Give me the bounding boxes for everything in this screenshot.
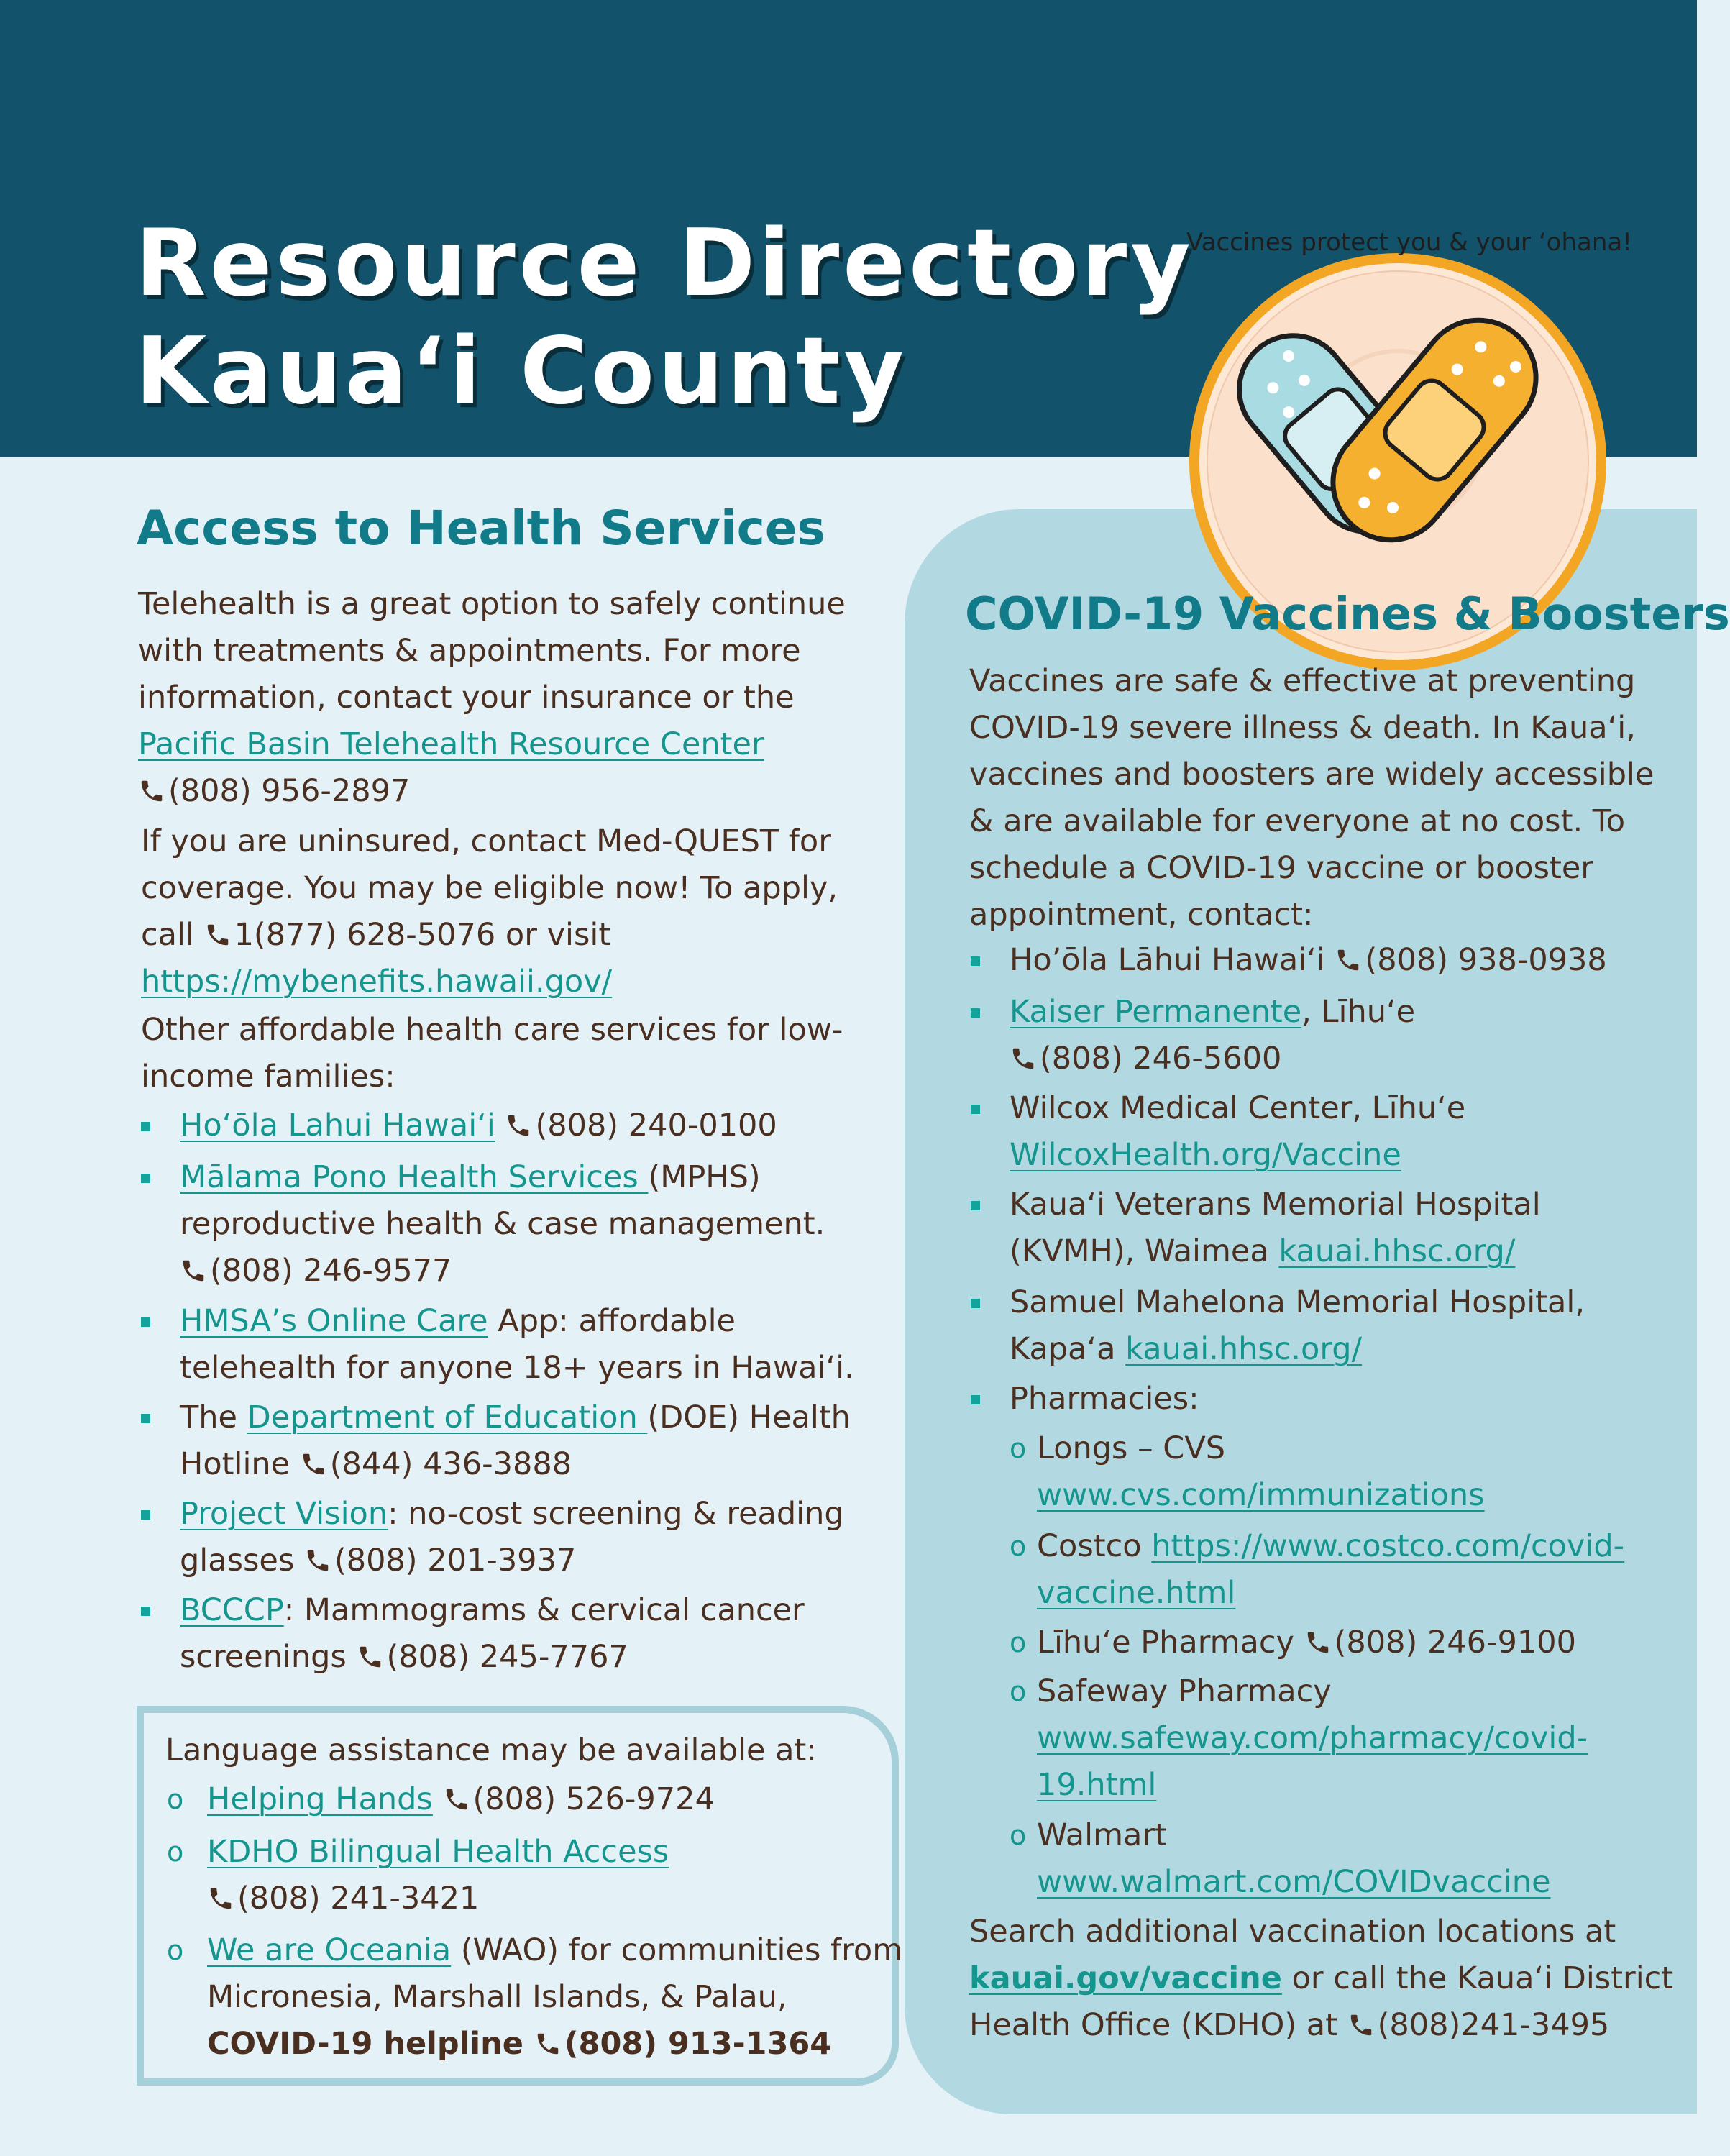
list-item	[180, 1394, 851, 1488]
pharmacy-item	[1037, 1812, 1551, 1906]
covid-intro	[969, 658, 1654, 938]
pharmacy-name: Longs – CVS	[1037, 1430, 1226, 1466]
list-item	[180, 1102, 777, 1149]
hoola-lahui-link[interactable]: Ho‘ōla Lahui Hawai‘i	[180, 1107, 495, 1143]
pharmacy-item	[1037, 1620, 1576, 1666]
kdho-bilingual-link[interactable]: KDHO Bilingual Health Access	[207, 1834, 669, 1870]
phone-number: (808) 245-7767	[386, 1639, 628, 1675]
list-item-text: Wilcox Medical Center, Līhu‘e	[1010, 1090, 1466, 1126]
phone-icon	[1347, 2011, 1375, 2039]
phone-number: (808) 240-0100	[535, 1107, 777, 1143]
list-item	[207, 1927, 902, 2068]
uninsured-line: coverage. You may be eligible now! To apply,	[141, 870, 838, 906]
phone-icon	[534, 2030, 562, 2057]
bullet-square	[141, 1510, 150, 1520]
phone-icon	[1010, 1045, 1037, 1072]
project-vision-link[interactable]: Project Vision	[180, 1496, 388, 1532]
bullet-circle: o	[167, 1935, 184, 1966]
pharmacy-name: Walmart	[1037, 1817, 1167, 1853]
telehealth-paragraph	[138, 581, 846, 815]
bullet-square	[971, 1008, 980, 1018]
other-services-paragraph	[141, 1007, 843, 1100]
bcccp-link[interactable]: BCCCP	[180, 1592, 284, 1628]
footer-line: or call the Kaua‘i District	[1281, 1960, 1674, 1996]
language-heading-text: Language assistance may be available at:	[165, 1732, 817, 1768]
phone-number: (808) 913-1364	[564, 2026, 832, 2062]
costco-link[interactable]: https://www.costco.com/covid-	[1151, 1528, 1625, 1564]
phone-number: (808)241-3495	[1377, 2007, 1610, 2043]
bullet-circle: o	[1010, 1530, 1027, 1562]
covid-intro-line: schedule a COVID-19 vaccine or booster	[969, 850, 1593, 886]
bullet-square	[141, 1174, 150, 1183]
list-item	[207, 1829, 669, 1922]
bullet-square	[971, 1105, 980, 1114]
list-item-text: , Līhu‘e	[1301, 994, 1416, 1030]
list-item-text: Kapa‘a	[1010, 1331, 1126, 1367]
phone-icon	[1304, 1629, 1332, 1656]
wilcox-health-link[interactable]: WilcoxHealth.org/Vaccine	[1010, 1137, 1401, 1173]
phone-number: (808) 241-3421	[237, 1881, 480, 1917]
title-line-2: Kaua‘i County	[135, 318, 907, 425]
list-item-text: Ho’ōla Lāhui Hawai‘i	[1010, 942, 1335, 978]
bullet-circle: o	[167, 1783, 184, 1815]
cvs-link[interactable]: www.cvs.com/immunizations	[1037, 1477, 1485, 1513]
list-item-text: screenings	[180, 1639, 357, 1675]
phone-icon	[443, 1786, 470, 1813]
list-item	[180, 1154, 825, 1294]
bullet-square	[141, 1607, 150, 1616]
page-title	[135, 210, 1194, 426]
covid-intro-line: appointment, contact:	[969, 897, 1314, 933]
other-line: income families:	[141, 1059, 395, 1095]
pharmacy-name: Līhu‘e Pharmacy	[1037, 1625, 1304, 1661]
phone-number: 1(877) 628-5076	[234, 917, 496, 953]
title-line-1: Resource Directory	[135, 210, 1194, 317]
pharmacies-label: Pharmacies:	[1010, 1381, 1199, 1417]
list-item	[180, 1298, 854, 1392]
department-of-education-link[interactable]: Department of Education	[247, 1399, 648, 1435]
phone-number: (808) 938-0938	[1365, 942, 1607, 978]
bullet-square	[971, 1299, 980, 1308]
list-item-text: (DOE) Health	[647, 1399, 851, 1435]
list-item-text: : Mammograms & cervical cancer	[283, 1592, 805, 1628]
covid-heading: COVID-19 Vaccines & Boosters	[965, 588, 1730, 640]
helping-hands-link[interactable]: Helping Hands	[207, 1781, 433, 1817]
phone-icon	[204, 921, 232, 949]
list-item-text: telehealth for anyone 18+ years in Hawai‘i.	[180, 1350, 854, 1386]
list-item-text: Micronesia, Marshall Islands, & Palau,	[207, 1979, 787, 2015]
uninsured-line: call	[141, 917, 204, 953]
safeway-link[interactable]: 19.html	[1037, 1767, 1157, 1803]
bullet-circle: o	[1010, 1819, 1027, 1851]
covid-intro-line: Vaccines are safe & effective at preventing	[969, 663, 1636, 699]
pacific-basin-link[interactable]: Pacific Basin Telehealth Resource Center	[138, 726, 764, 762]
footer-line: Search additional vaccination locations at	[969, 1914, 1616, 1950]
we-are-oceania-link[interactable]: We are Oceania	[207, 1932, 452, 1968]
list-item	[180, 1587, 805, 1681]
list-item	[1010, 989, 1415, 1082]
list-item	[1010, 1085, 1465, 1179]
bullet-square	[971, 1201, 980, 1210]
bullet-square	[141, 1414, 150, 1423]
kaiser-permanente-link[interactable]: Kaiser Permanente	[1010, 994, 1302, 1030]
bullet-square	[141, 1317, 150, 1327]
list-item-text: The	[180, 1399, 247, 1435]
covid-intro-line: vaccines and boosters are widely accessible	[969, 757, 1655, 792]
list-item	[1010, 1376, 1199, 1422]
pharmacy-name: Costco	[1037, 1528, 1152, 1564]
phone-number: (808) 246-9577	[210, 1253, 452, 1289]
walmart-link[interactable]: www.walmart.com/COVIDvaccine	[1037, 1864, 1551, 1900]
list-item-text: reproductive health & case management.	[180, 1206, 825, 1242]
phone-number: (808) 246-9100	[1334, 1625, 1576, 1661]
phone-number: (844) 436-3888	[329, 1446, 572, 1482]
access-heading: Access to Health Services	[137, 501, 825, 556]
phone-icon	[505, 1112, 532, 1139]
list-item	[1010, 1182, 1541, 1275]
list-item-text: Samuel Mahelona Memorial Hospital,	[1010, 1284, 1585, 1320]
other-line: Other affordable health care services for low-	[141, 1012, 843, 1048]
kauai-gov-vaccine-link[interactable]: kauai.gov/vaccine	[969, 1960, 1282, 1996]
kvmh-link[interactable]: kauai.hhsc.org/	[1278, 1233, 1516, 1269]
telehealth-line: with treatments & appointments. For more	[138, 633, 801, 669]
list-item-text: Hotline	[180, 1446, 300, 1482]
list-item	[1010, 937, 1607, 984]
uninsured-line: or visit	[495, 917, 611, 953]
bullet-circle: o	[1010, 1627, 1027, 1658]
telehealth-line: Telehealth is a great option to safely continue	[138, 586, 846, 622]
list-item	[180, 1491, 844, 1584]
costco-link[interactable]: vaccine.html	[1037, 1575, 1236, 1611]
malama-pono-link[interactable]: Mālama Pono Health Services	[180, 1159, 649, 1195]
pharmacy-item	[1037, 1523, 1624, 1617]
list-item	[207, 1776, 715, 1823]
mahelona-link[interactable]: kauai.hhsc.org/	[1125, 1331, 1363, 1367]
pharmacy-item	[1037, 1668, 1588, 1809]
covid-intro-line: COVID-19 severe illness & death. In Kaua‘i,	[969, 710, 1636, 746]
phone-icon	[138, 777, 165, 805]
bullet-circle: o	[1010, 1676, 1027, 1707]
helpline-label: COVID-19 helpline	[207, 2026, 534, 2062]
list-item-text: : no-cost screening & reading	[388, 1496, 844, 1532]
pharmacy-name: Safeway Pharmacy	[1037, 1673, 1332, 1709]
phone-icon	[304, 1547, 331, 1574]
list-item-text: (MPHS)	[648, 1159, 761, 1195]
covid-intro-line: & are available for everyone at no cost. To	[969, 803, 1626, 839]
uninsured-paragraph	[141, 818, 838, 1005]
phone-icon	[207, 1885, 234, 1912]
phone-number: (808) 246-5600	[1040, 1041, 1282, 1077]
bullet-circle: o	[1010, 1433, 1027, 1464]
bullet-square	[971, 1395, 980, 1404]
hmsa-online-care-link[interactable]: HMSA’s Online Care	[180, 1303, 488, 1339]
list-item-text: glasses	[180, 1543, 304, 1579]
phone-number: (808) 956-2897	[168, 773, 411, 809]
mybenefits-link[interactable]: https://mybenefits.hawaii.gov/	[141, 964, 613, 1000]
pharmacy-item	[1037, 1425, 1485, 1519]
phone-icon	[1335, 946, 1362, 974]
footer-line: Health Office (KDHO) at	[969, 2007, 1347, 2043]
phone-number: (808) 201-3937	[334, 1543, 577, 1579]
phone-icon	[300, 1451, 327, 1478]
bullet-square	[971, 956, 980, 966]
uninsured-line: If you are uninsured, contact Med-QUEST for	[141, 823, 831, 859]
list-item-text: Kaua‘i Veterans Memorial Hospital	[1010, 1187, 1541, 1223]
list-item-text: (WAO) for communities from	[451, 1932, 903, 1968]
phone-icon	[180, 1257, 207, 1284]
bullet-square	[141, 1122, 150, 1131]
phone-icon	[357, 1643, 384, 1671]
safeway-link[interactable]: www.safeway.com/pharmacy/covid-	[1037, 1720, 1588, 1756]
language-heading	[165, 1727, 817, 1774]
covid-footer	[969, 1909, 1673, 2049]
badge-ring-text: Vaccines protect you & your ‘ohana!	[1186, 228, 1632, 257]
list-item-text: (KVMH), Waimea	[1010, 1233, 1279, 1269]
phone-number: (808) 526-9724	[472, 1781, 715, 1817]
list-item	[1010, 1279, 1585, 1373]
list-item-text: App: affordable	[488, 1303, 736, 1339]
telehealth-line: information, contact your insurance or the	[138, 680, 795, 716]
bullet-circle: o	[167, 1836, 184, 1868]
